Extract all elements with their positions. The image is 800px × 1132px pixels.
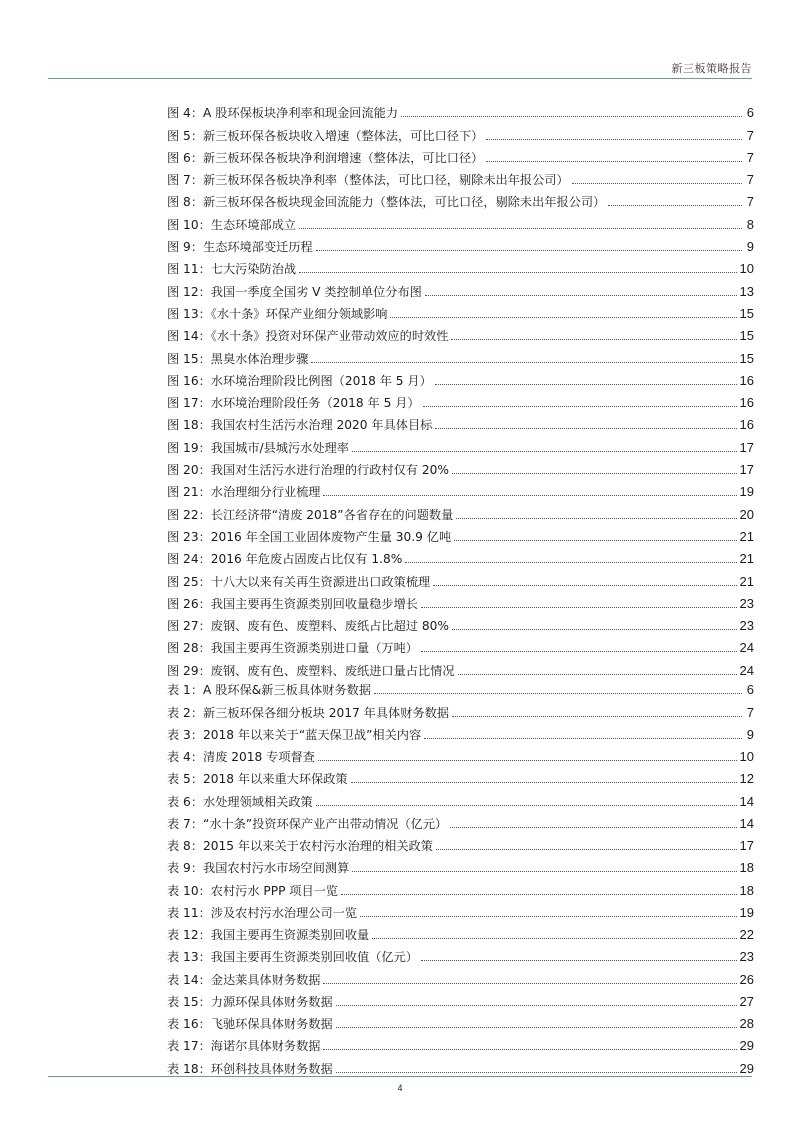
table-entry-label: 表 8：2015 年以来关于农村污水治理的相关政策 [167, 839, 433, 853]
figure-entry-page: 8 [746, 216, 754, 232]
figure-entry-page: 10 [739, 261, 754, 277]
figure-entry[interactable] [167, 456, 754, 478]
figure-entry-page: 9 [746, 239, 754, 255]
dot-leader [433, 585, 736, 586]
table-entry-label: 表 3：2018 年以来关于“蓝天保卫战”相关内容 [167, 727, 422, 742]
dot-leader [572, 183, 742, 184]
figure-entry-page: 17 [739, 439, 754, 455]
figure-entry-label: 图 21：水治理细分行业梳理 [167, 485, 321, 500]
dot-leader [311, 362, 736, 363]
table-entry[interactable] [167, 876, 754, 898]
table-entry-label: 表 7：“水十条”投资环保产业产出带动情况（亿元） [167, 816, 448, 831]
dot-leader [323, 1049, 736, 1050]
dot-leader [423, 406, 737, 407]
table-entry-label: 表 11：涉及农村污水治理公司一览 [167, 905, 358, 920]
figure-entry-page: 7 [746, 194, 754, 210]
dot-leader [435, 428, 736, 429]
figure-entry[interactable] [167, 590, 754, 612]
figure-entry[interactable] [167, 500, 754, 522]
figure-entry[interactable] [167, 210, 754, 232]
figure-entry[interactable] [167, 188, 754, 210]
footer-divider [48, 1076, 752, 1077]
table-entry[interactable] [167, 676, 754, 698]
table-entry[interactable] [167, 921, 754, 943]
dot-leader [336, 1072, 737, 1073]
table-entry[interactable] [167, 1010, 754, 1032]
figure-entry-page: 20 [739, 506, 754, 522]
figure-entry-label: 图 24：2016 年危废占固废占比仅有 1.8% [167, 552, 403, 567]
dot-leader [341, 894, 736, 895]
figure-entry-label: 图 25：十八大以来有关再生资源进出口政策梳理 [167, 574, 431, 589]
dot-leader [436, 849, 737, 850]
figure-entry-label: 图 12：我国一季度全国劣 V 类控制单位分布图 [167, 284, 422, 299]
table-entry[interactable] [167, 1054, 754, 1076]
dot-leader [608, 205, 742, 206]
figure-entry-page: 7 [746, 149, 754, 165]
dot-leader [452, 473, 737, 474]
dot-leader [405, 562, 736, 563]
dot-leader [486, 139, 742, 140]
figure-entry[interactable] [167, 523, 754, 545]
figure-entry-page: 21 [739, 551, 754, 567]
figure-entry[interactable] [167, 612, 754, 634]
table-entry[interactable] [167, 698, 754, 720]
figure-entry-page: 7 [746, 127, 754, 143]
dot-leader [421, 607, 737, 608]
figure-entry-page: 15 [739, 305, 754, 321]
figure-entry-label: 图 29：废钢、废有色、废塑料、废纸进口量占比情况 [167, 663, 455, 678]
figure-entry[interactable] [167, 300, 754, 322]
figure-entry[interactable] [167, 277, 754, 299]
figure-entry-label: 图 6：新三板环保各板块净利润增速（整体法，可比口径） [167, 150, 484, 165]
figure-entry-page: 6 [746, 105, 754, 121]
dot-leader [323, 495, 736, 496]
figure-entry-page: 19 [739, 484, 754, 500]
figure-entry[interactable] [167, 255, 754, 277]
tables-list [167, 676, 754, 1077]
table-entry[interactable] [167, 899, 754, 921]
table-entry-page: 18 [739, 860, 754, 876]
dot-leader [318, 760, 737, 761]
figure-entry-label: 图 20：我国对生活污水进行治理的行政村仅有 20% [167, 463, 449, 478]
header-divider [48, 78, 752, 79]
dot-leader [458, 674, 737, 675]
table-entry-page: 7 [746, 704, 754, 720]
dot-leader [316, 805, 737, 806]
table-entry[interactable] [167, 854, 754, 876]
dot-leader [374, 693, 742, 694]
table-entry-page: 27 [739, 993, 754, 1009]
table-entry-label: 表 14：金达莱具体财务数据 [167, 972, 321, 987]
figure-entry[interactable] [167, 411, 754, 433]
dot-leader [360, 916, 737, 917]
table-entry-label: 表 1：A 股环保&新三板具体财务数据 [167, 683, 371, 698]
dot-leader [390, 317, 736, 318]
table-entry-page: 29 [739, 1060, 754, 1076]
figure-entry[interactable] [167, 233, 754, 255]
table-entry-label: 表 6：水处理领域相关政策 [167, 794, 313, 809]
table-entry-label: 表 17：海诺尔具体财务数据 [167, 1039, 321, 1054]
table-entry-page: 17 [739, 838, 754, 853]
figure-entry-label: 图 11：七大污染防治战 [167, 262, 297, 277]
table-entry-page: 22 [739, 927, 754, 942]
page-number: 4 [397, 1083, 403, 1093]
figure-entry[interactable] [167, 545, 754, 567]
table-entry[interactable] [167, 743, 754, 765]
figure-entry-page: 16 [739, 395, 754, 411]
figure-entry[interactable] [167, 367, 754, 389]
dot-leader [421, 651, 737, 652]
figure-entry-label: 图 28：我国主要再生资源类别进口量（万吨） [167, 641, 418, 656]
figure-entry-label: 图 7：新三板环保各板块净利率（整体法，可比口径，剔除未出年报公司） [167, 173, 569, 188]
dot-leader [456, 518, 736, 519]
figure-entry-label: 图 19：我国城市/县城污水处理率 [167, 440, 349, 455]
dot-leader [486, 161, 742, 162]
table-entry-page: 10 [739, 749, 754, 764]
figure-entry[interactable] [167, 99, 754, 121]
dot-leader [452, 716, 742, 717]
figure-entry-label: 图 18：我国农村生活污水治理 2020 年具体目标 [167, 418, 433, 433]
figure-entry-page: 23 [739, 595, 754, 611]
dot-leader [323, 983, 736, 984]
table-entry-page: 12 [739, 771, 754, 787]
figure-entry-page: 21 [739, 573, 754, 589]
table-entry-page: 29 [739, 1038, 754, 1054]
dot-leader [316, 250, 742, 251]
figure-entry-label: 图 23：2016 年全国工业固体废物产生量 30.9 亿吨 [167, 529, 452, 544]
figure-entry-page: 24 [739, 640, 754, 656]
figure-entry-label: 图 22：长江经济带“清废 2018”各省存在的问题数量 [167, 507, 454, 522]
dot-leader [421, 960, 737, 961]
table-entry-label: 表 16：飞驰环保具体财务数据 [167, 1017, 333, 1031]
figure-entry-label: 图 13：《水十条》环保产业细分领域影响 [167, 306, 388, 321]
figure-entry-label: 图 26：我国主要再生资源类别回收量稳步增长 [167, 596, 418, 611]
figure-entry-page: 24 [739, 662, 754, 678]
table-entry-page: 9 [746, 726, 754, 742]
dot-leader [352, 451, 737, 452]
figure-entry-label: 图 5：新三板环保各板块收入增速（整体法，可比口径下） [167, 128, 484, 143]
figure-entry[interactable] [167, 433, 754, 455]
figure-entry[interactable] [167, 389, 754, 411]
dot-leader [435, 384, 737, 385]
figure-entry[interactable] [167, 344, 754, 366]
table-entry-page: 14 [739, 793, 754, 809]
figure-entry[interactable] [167, 121, 754, 143]
dot-leader [452, 629, 737, 630]
table-entry[interactable] [167, 988, 754, 1010]
figure-entry-label: 图 9：生态环境部变迁历程 [167, 240, 313, 255]
table-entry-label: 表 4：清废 2018 专项督查 [167, 750, 315, 764]
table-entry-label: 表 2：新三板环保各细分板块 2017 年具体财务数据 [167, 705, 449, 720]
figure-entry-page: 16 [739, 372, 754, 388]
table-entry-label: 表 15：力源环保具体财务数据 [167, 994, 333, 1009]
figure-entry[interactable] [167, 166, 754, 188]
table-entry-page: 28 [739, 1016, 754, 1031]
figure-entry-label: 图 17：水环境治理阶段任务（2018 年 5 月） [167, 396, 420, 411]
table-entry-page: 23 [739, 949, 754, 965]
table-entry-label: 表 10：农村污水 PPP 项目一览 [167, 883, 339, 898]
figure-entry-label: 图 10：生态环境部成立 [167, 217, 297, 232]
figure-entry-label: 图 4：A 股环保板块净利率和现金回流能力 [167, 106, 399, 121]
figure-entry[interactable] [167, 144, 754, 166]
dot-leader [401, 116, 742, 117]
dot-leader [424, 738, 742, 739]
figure-entry-label: 图 27：废钢、废有色、废塑料、废纸占比超过 80% [167, 619, 449, 634]
figure-entry-page: 21 [739, 528, 754, 544]
figure-entry-label: 图 8：新三板环保各板块现金回流能力（整体法，可比口径，剔除未出年报公司） [167, 195, 606, 210]
figures-list [167, 99, 754, 679]
dot-leader [336, 1027, 737, 1028]
table-entry[interactable] [167, 765, 754, 787]
table-entry-label: 表 18：环创科技具体财务数据 [167, 1061, 333, 1076]
table-entry[interactable] [167, 943, 754, 965]
figure-entry-page: 23 [739, 618, 754, 634]
table-entry[interactable] [167, 832, 754, 854]
dot-leader [299, 228, 742, 229]
table-entry[interactable] [167, 721, 754, 743]
figure-entry[interactable] [167, 634, 754, 656]
figure-entry[interactable] [167, 322, 754, 344]
figure-entry-page: 15 [739, 350, 754, 366]
dot-leader [372, 938, 736, 939]
figure-entry[interactable] [167, 567, 754, 589]
report-title: 新三板策略报告 [671, 62, 752, 75]
figure-entry-page: 16 [739, 417, 754, 433]
figure-entry[interactable] [167, 478, 754, 500]
figure-entry-page: 7 [746, 172, 754, 188]
table-entry-label: 表 5：2018 年以来重大环保政策 [167, 772, 348, 787]
table-entry[interactable] [167, 787, 754, 809]
table-entry-page: 18 [739, 882, 754, 898]
table-entry[interactable] [167, 965, 754, 987]
figure-entry-page: 13 [739, 283, 754, 299]
figure-entry-label: 图 14：《水十条》投资对环保产业带动效应的时效性 [167, 329, 449, 344]
table-entry-page: 6 [746, 682, 754, 698]
figure-entry-page: 15 [739, 328, 754, 344]
figure-entry-page: 17 [739, 462, 754, 478]
dot-leader [352, 871, 736, 872]
table-entry[interactable] [167, 810, 754, 832]
table-entry[interactable] [167, 1032, 754, 1054]
dot-leader [351, 782, 737, 783]
dot-leader [450, 827, 736, 828]
table-entry-page: 14 [739, 815, 754, 831]
table-entry-label: 表 13：我国主要再生资源类别回收值（亿元） [167, 950, 418, 965]
dot-leader [454, 540, 736, 541]
table-entry-label: 表 9：我国农村污水市场空间测算 [167, 861, 350, 876]
dot-leader [336, 1005, 737, 1006]
dot-leader [425, 295, 737, 296]
table-entry-page: 19 [739, 904, 754, 920]
dot-leader [299, 272, 736, 273]
table-entry-label: 表 12：我国主要再生资源类别回收量 [167, 928, 370, 942]
table-entry-page: 26 [739, 971, 754, 987]
figure-entry-label: 图 15：黑臭水体治理步骤 [167, 351, 309, 366]
figure-entry-label: 图 16：水环境治理阶段比例图（2018 年 5 月） [167, 373, 432, 388]
dot-leader [451, 339, 736, 340]
